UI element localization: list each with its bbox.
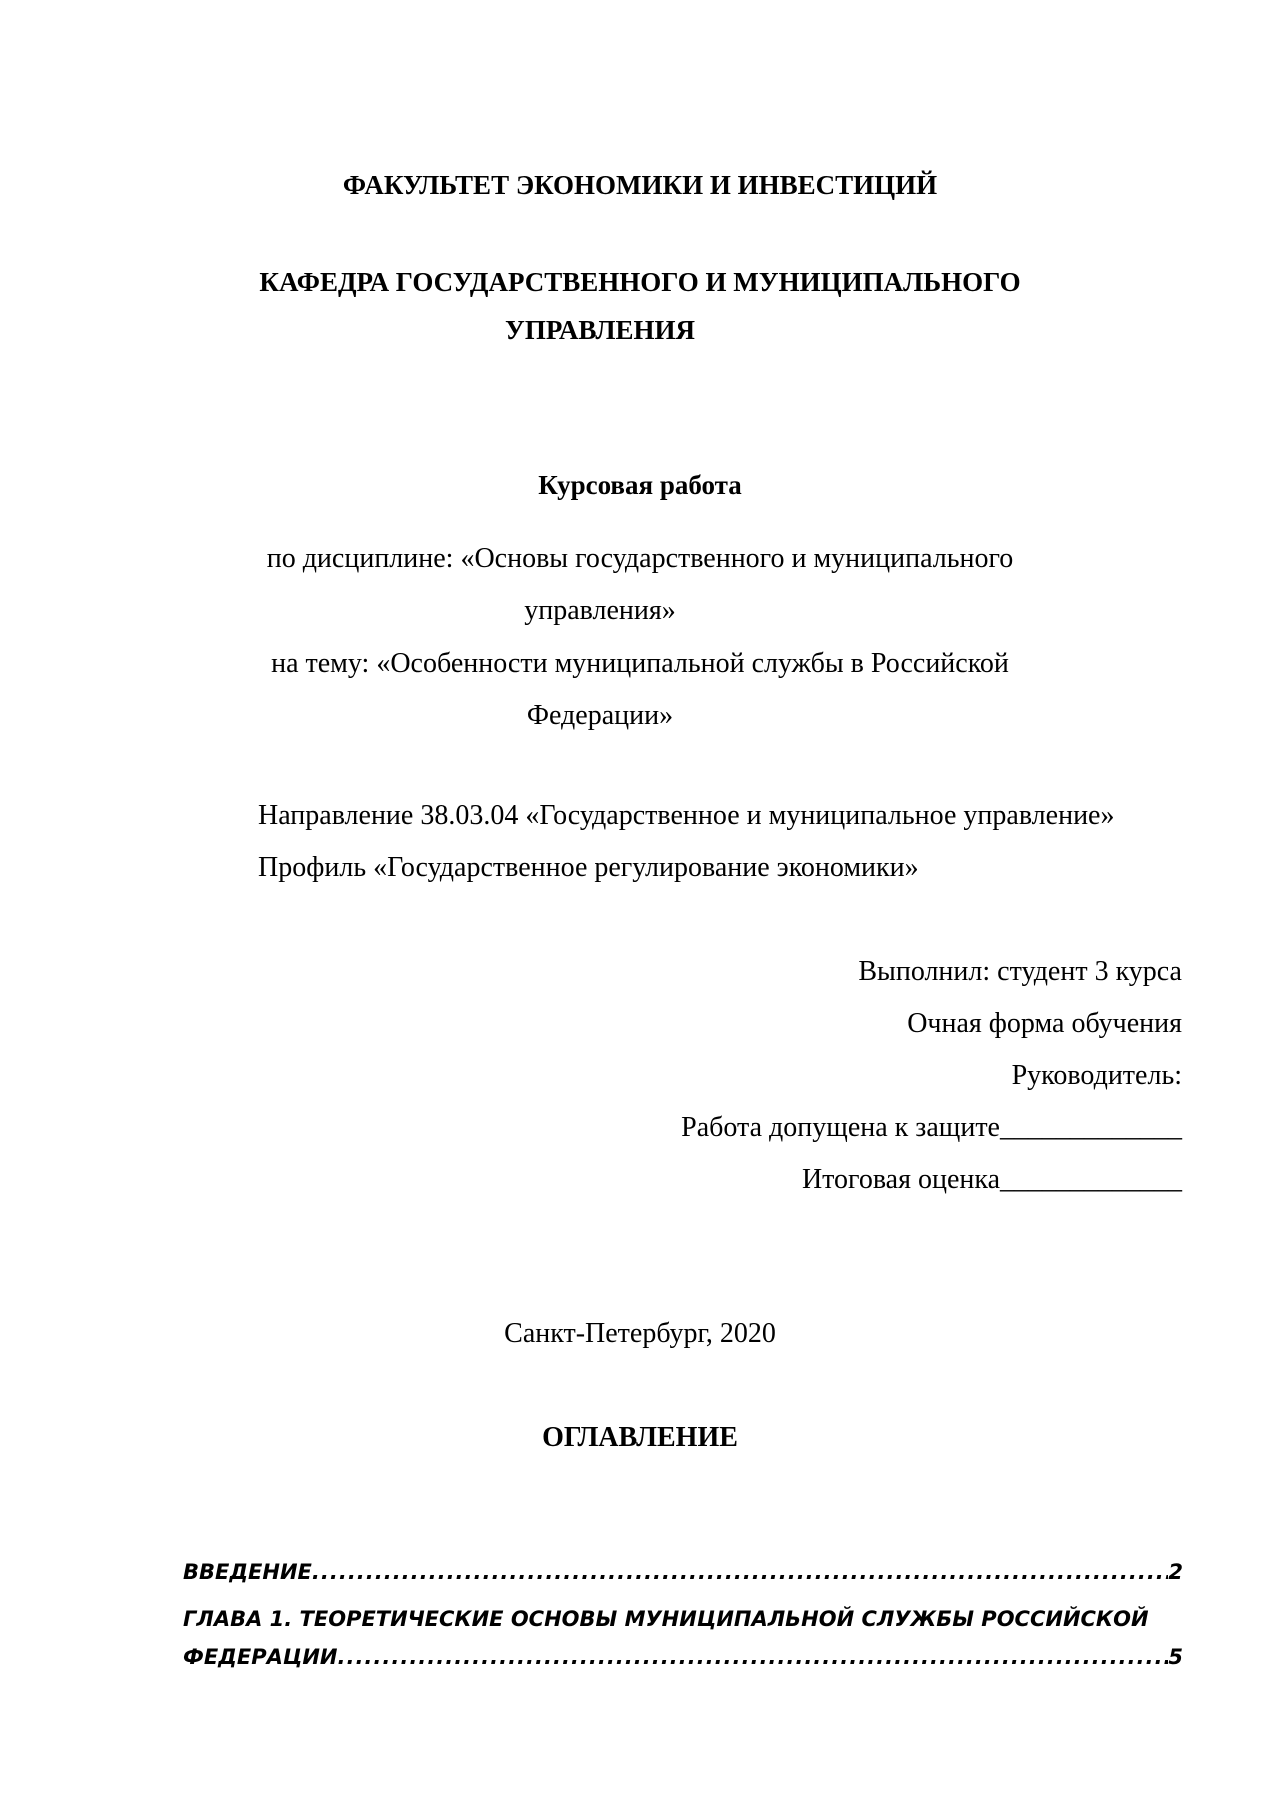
toc-leader-dots bbox=[338, 1645, 1169, 1669]
admitted-to-defense: Работа допущена к защите_____________ bbox=[681, 1112, 1182, 1143]
toc-leader-dots bbox=[312, 1560, 1168, 1584]
performed-by: Выполнил: студент 3 курса bbox=[858, 956, 1182, 987]
department-title-line2: УПРАВЛЕНИЯ bbox=[505, 315, 695, 345]
profile: Профиль «Государственное регулирование экономики» bbox=[258, 852, 919, 883]
discipline-line1: по дисциплине: «Основы государственного и муниципального bbox=[266, 543, 1014, 574]
toc-item-label: ВВЕДЕНИЕ bbox=[183, 1560, 312, 1584]
city-year: Санкт-Петербург, 2020 bbox=[504, 1318, 776, 1349]
toc-item-introduction[interactable] bbox=[183, 1560, 1183, 1584]
toc-item-label-line1-row bbox=[183, 1607, 1183, 1631]
toc-item-chapter1[interactable] bbox=[183, 1607, 1183, 1669]
work-type: Курсовая работа bbox=[538, 470, 742, 500]
study-form: Очная форма обучения bbox=[907, 1008, 1182, 1039]
supervisor: Руководитель: bbox=[1011, 1060, 1182, 1091]
department-title-line1: КАФЕДРА ГОСУДАРСТВЕННОГО И МУНИЦИПАЛЬНОГО bbox=[259, 267, 1021, 297]
toc-list bbox=[183, 1560, 1183, 1584]
direction: Направление 38.03.04 «Государственное и муниципальное управление» bbox=[258, 800, 1115, 831]
discipline-line2: управления» bbox=[524, 595, 676, 626]
toc-item-label-line2-row bbox=[183, 1645, 1183, 1669]
toc-title: ОГЛАВЛЕНИЕ bbox=[542, 1422, 738, 1453]
final-grade: Итоговая оценка_____________ bbox=[801, 1164, 1182, 1195]
toc-item-page: 2 bbox=[1168, 1560, 1183, 1584]
topic-line2: Федерации» bbox=[526, 700, 674, 731]
faculty-title: ФАКУЛЬТЕТ ЭКОНОМИКИ И ИНВЕСТИЦИЙ bbox=[342, 170, 938, 200]
toc-item-page: 5 bbox=[1168, 1645, 1183, 1669]
topic-line1: на тему: «Особенности муниципальной службы в Российской bbox=[271, 648, 1009, 679]
toc-item-label: ФЕДЕРАЦИИ bbox=[183, 1645, 338, 1669]
toc-item-label-line1: ГЛАВА 1. ТЕОРЕТИЧЕСКИЕ ОСНОВЫ МУНИЦИПАЛЬНОЙ СЛУЖБЫ РОССИЙСКОЙ bbox=[183, 1607, 1149, 1631]
